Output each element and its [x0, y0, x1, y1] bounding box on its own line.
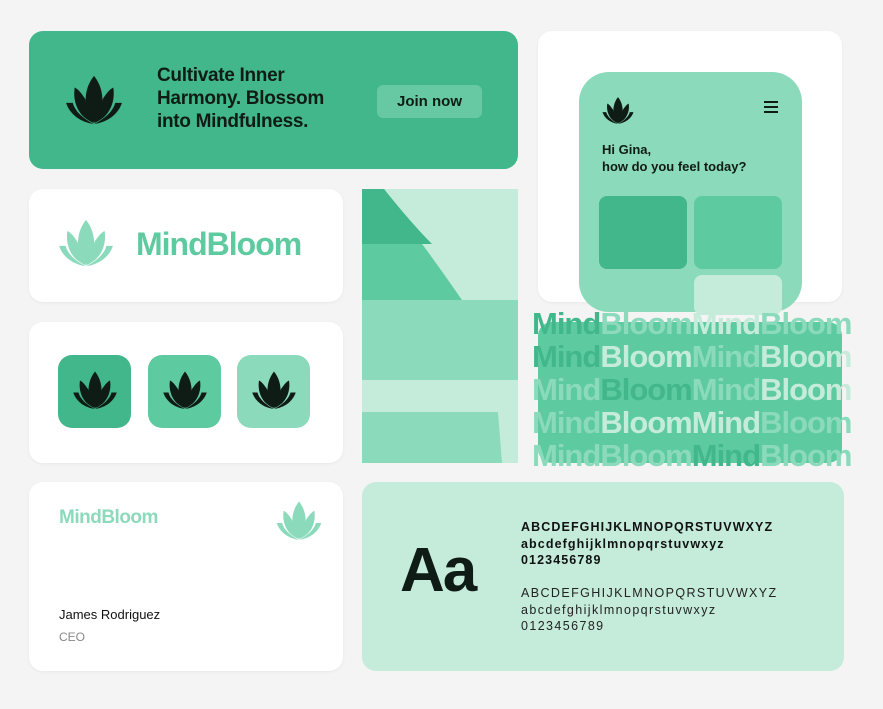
hamburger-icon[interactable] — [764, 101, 778, 113]
regular-digits: 0123456789 — [521, 619, 605, 633]
phone-screen — [579, 72, 802, 312]
mood-tile[interactable] — [599, 196, 687, 269]
app-icon-dark — [58, 355, 131, 428]
lotus-icon — [57, 218, 115, 270]
pattern-row: MindBloomMindBloom — [532, 438, 852, 473]
banner-headline — [157, 64, 367, 133]
lotus-icon — [72, 370, 118, 412]
phone-greeting — [602, 141, 746, 175]
lotus-icon — [275, 500, 323, 543]
regular-uppercase: ABCDEFGHIJKLMNOPQRSTUVWXYZ — [521, 586, 778, 600]
logo-wordmark: MindBloom — [136, 226, 302, 262]
contact-role: CEO — [59, 630, 86, 644]
stripe-pattern — [362, 189, 518, 463]
pattern-row: MindBloomMindBloom — [532, 339, 852, 374]
bold-digits: 0123456789 — [521, 553, 602, 567]
stripe-graphic — [362, 189, 518, 463]
name-pattern-card — [532, 306, 852, 473]
greeting-line: how do you feel today? — [602, 159, 747, 174]
contact-name: James Rodriguez — [59, 607, 161, 622]
pattern-row: MindBloomMindBloom — [532, 372, 852, 407]
type-sample: Aa — [400, 536, 476, 605]
join-now-button[interactable]: Join now — [377, 85, 482, 118]
headline-line: Cultivate Inner — [157, 65, 285, 86]
headline-line: Harmony. Blossom — [157, 88, 324, 109]
lotus-icon — [251, 370, 297, 412]
lotus-icon — [601, 96, 635, 126]
pattern-row: MindBloomMindBloom — [532, 306, 852, 341]
app-icon-mid — [148, 355, 221, 428]
regular-lowercase: abcdefghijklmnopqrstuvwxyz — [521, 603, 717, 617]
greeting-line: Hi Gina, — [602, 142, 652, 157]
lotus-icon — [64, 74, 124, 128]
headline-line: into Mindfulness. — [157, 111, 309, 132]
mood-tile[interactable] — [694, 196, 782, 269]
phone-mockup-card — [538, 31, 842, 302]
lotus-icon — [162, 370, 208, 412]
app-icon-light — [237, 355, 310, 428]
pattern-row: MindBloomMindBloom — [532, 405, 852, 440]
business-card-wordmark: MindBloom — [59, 507, 158, 528]
bold-lowercase: abcdefghijklmnopqrstuvwxyz — [521, 537, 725, 551]
bold-uppercase: ABCDEFGHIJKLMNOPQRSTUVWXYZ — [521, 520, 774, 534]
